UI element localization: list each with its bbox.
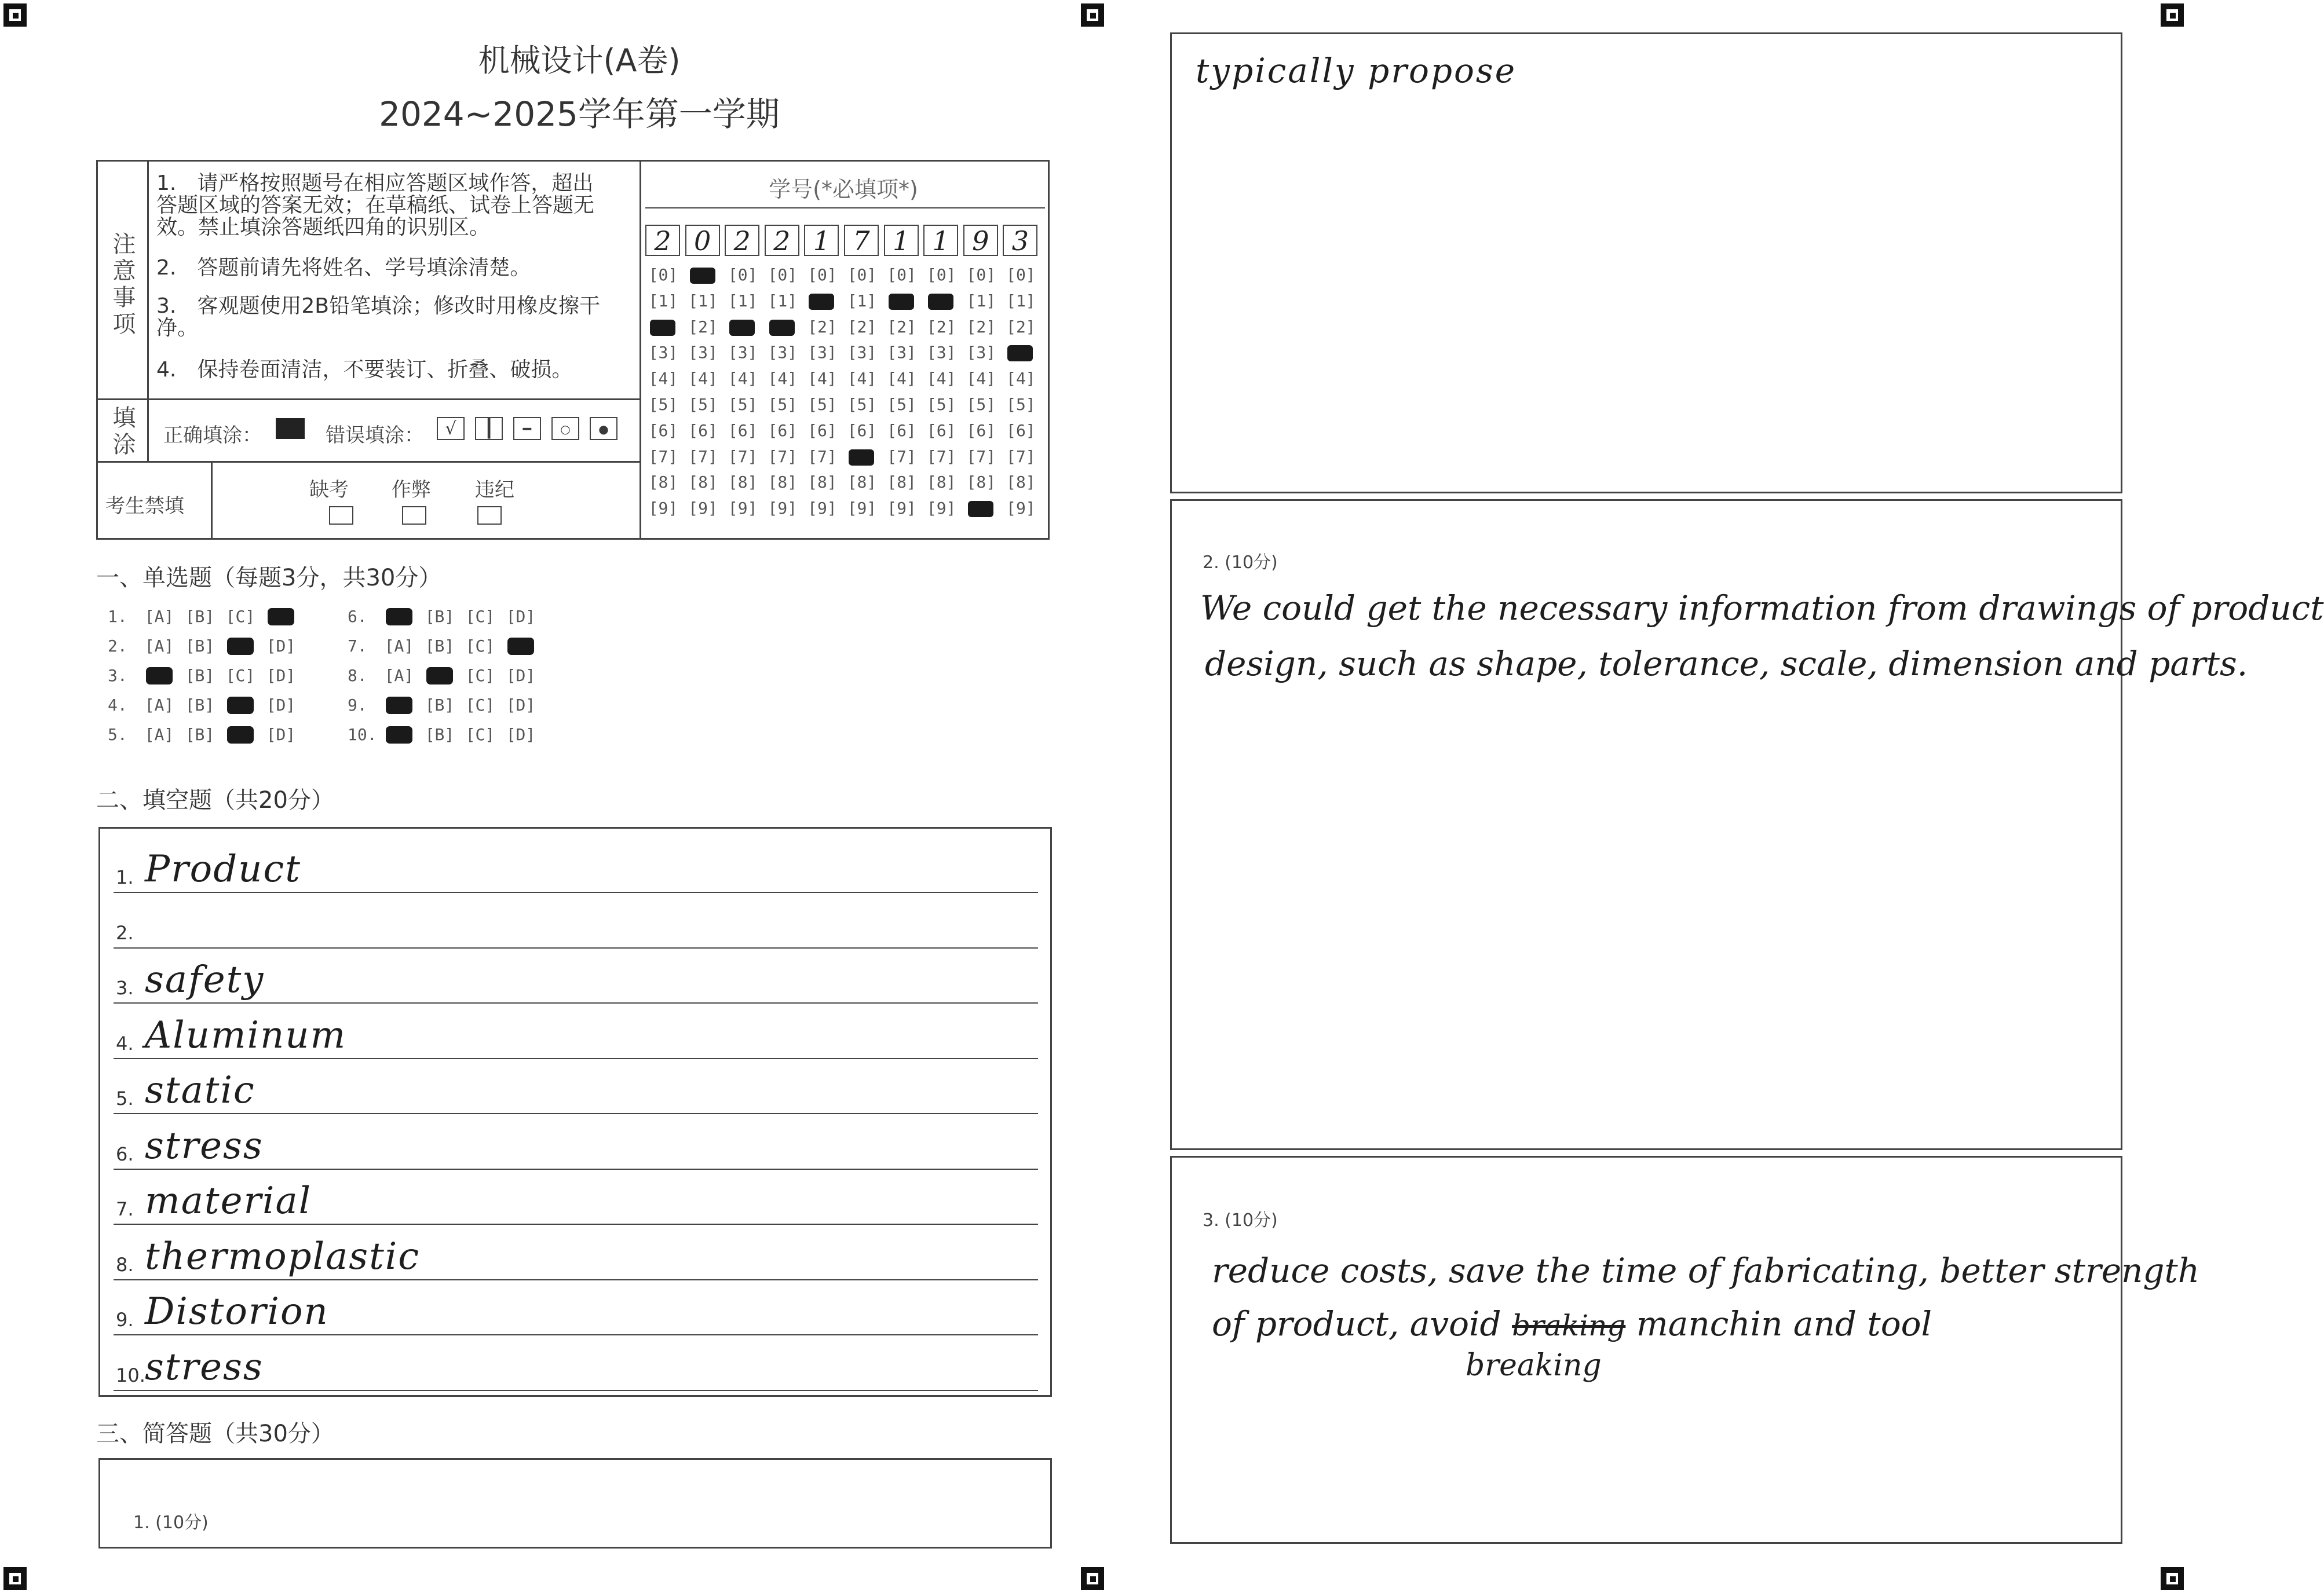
id-bubble-col10-6[interactable]: [6]	[1006, 420, 1036, 440]
mc-question-number: 8.	[348, 666, 367, 685]
id-bubble-col9-6[interactable]: [6]	[966, 420, 996, 440]
mc-question-number: 1.	[108, 607, 127, 626]
absent-checkbox[interactable]	[329, 506, 353, 525]
id-bubble-col10-7[interactable]: [7]	[1006, 446, 1036, 466]
mc-option-6-B[interactable]: [B]	[425, 607, 455, 626]
short-answer-q1-box	[98, 1458, 1052, 1549]
mc-option-8-B[interactable]	[421, 666, 459, 685]
student-id-digit-8[interactable]: 1	[923, 225, 958, 256]
id-bubble-col6-5[interactable]: [5]	[847, 395, 877, 414]
mc-option-10-D[interactable]: [D]	[506, 725, 536, 744]
fill-blank-answer[interactable]: Product	[145, 848, 301, 891]
id-bubble-col5-6[interactable]: [6]	[807, 420, 837, 440]
fill-blank-number: 4.	[116, 1032, 134, 1055]
student-id-digit-5[interactable]: 1	[804, 225, 839, 256]
fill-blank-number: 9.	[116, 1309, 134, 1331]
mc-option-9-B[interactable]: [B]	[425, 695, 455, 715]
fill-blank-answer[interactable]: safety	[145, 958, 265, 1001]
q2-answer-line-1: We could get the necessary information from drawings of product	[1200, 588, 2324, 628]
fill-blank-answer[interactable]: stress	[145, 1345, 264, 1389]
mc-option-3-D[interactable]: [D]	[266, 666, 296, 685]
id-bubble-col10-5[interactable]: [5]	[1006, 395, 1036, 414]
mc-option-8-D[interactable]: [D]	[506, 666, 536, 685]
id-bubble-col10-4[interactable]: [4]	[1006, 369, 1036, 389]
mc-option-1-B[interactable]: [B]	[185, 607, 215, 626]
mc-option-10-B[interactable]: [B]	[425, 725, 455, 744]
mc-option-6-A[interactable]	[380, 607, 418, 626]
id-bubble-col8-0[interactable]: [0]	[926, 265, 956, 284]
fill-blank-row[interactable]	[114, 1117, 1038, 1170]
mc-option-2-A[interactable]: [A]	[144, 636, 174, 656]
id-bubble-col5-9[interactable]: [9]	[807, 499, 837, 518]
fill-guide-label: 填涂	[109, 405, 136, 459]
corner-marker-bottom-right	[2161, 1567, 2184, 1590]
id-bubble-col6-7[interactable]	[844, 447, 880, 466]
mc-question-number: 9.	[348, 695, 367, 715]
id-bubble-col1-9[interactable]: [9]	[648, 499, 678, 518]
id-bubble-col4-1[interactable]: [1]	[768, 291, 798, 310]
q3-answer-line-2b: manchin and tool	[1636, 1304, 1932, 1344]
id-bubble-col5-3[interactable]: [3]	[807, 343, 837, 363]
id-bubble-col1-0[interactable]: [0]	[648, 265, 678, 284]
fill-blank-row[interactable]	[114, 1282, 1038, 1335]
id-bubble-col2-2[interactable]: [2]	[688, 317, 718, 336]
id-bubble-col9-8[interactable]: [8]	[966, 473, 996, 492]
id-bubble-col6-4[interactable]: [4]	[847, 369, 877, 389]
id-bubble-col9-7[interactable]: [7]	[966, 446, 996, 466]
id-bubble-col1-1[interactable]: [1]	[648, 291, 678, 310]
mc-option-4-B[interactable]: [B]	[185, 695, 215, 715]
id-bubble-col10-2[interactable]: [2]	[1006, 317, 1036, 336]
id-bubble-col7-5[interactable]: [5]	[887, 395, 916, 414]
id-bubble-col4-4[interactable]: [4]	[768, 369, 798, 389]
id-bubble-col8-3[interactable]: [3]	[926, 343, 956, 363]
mc-option-3-A[interactable]	[140, 666, 178, 685]
id-bubble-col5-0[interactable]: [0]	[807, 265, 837, 284]
id-bubble-col3-1[interactable]: [1]	[728, 291, 758, 310]
student-id-digit-10[interactable]: 3	[1003, 225, 1037, 256]
fill-blank-number: 3.	[116, 977, 134, 999]
fill-blank-row[interactable]	[114, 1172, 1038, 1225]
id-bubble-col10-9[interactable]: [9]	[1006, 499, 1036, 518]
id-bubble-col2-7[interactable]: [7]	[688, 446, 718, 466]
id-bubble-col1-3[interactable]: [3]	[648, 343, 678, 363]
student-id-digit-2[interactable]: 0	[685, 225, 720, 256]
mc-option-4-D[interactable]: [D]	[266, 695, 296, 715]
id-bubble-col3-7[interactable]: [7]	[728, 446, 758, 466]
mc-question-number: 6.	[348, 607, 367, 626]
id-bubble-col1-7[interactable]: [7]	[648, 446, 678, 466]
fill-blank-answer[interactable]: stress	[145, 1124, 264, 1167]
wrong-fill-samples	[437, 417, 628, 442]
corner-marker-top-left	[3, 3, 27, 27]
id-bubble-col3-3[interactable]: [3]	[728, 343, 758, 363]
id-bubble-col4-8[interactable]: [8]	[768, 473, 798, 492]
corner-marker-bottom-middle	[1081, 1567, 1104, 1590]
q3-answer-line-3: breaking	[1466, 1348, 1602, 1383]
fill-blank-number: 6.	[116, 1143, 134, 1165]
q1-continued-box	[1170, 32, 2122, 493]
q2-label: 2. (10分)	[1203, 552, 1278, 573]
wrong-mark-circle: ○	[551, 417, 579, 440]
examinee-label: 考生禁填	[105, 495, 184, 518]
wrong-mark-check: √	[437, 417, 465, 440]
mc-option-2-B[interactable]: [B]	[185, 636, 215, 656]
id-bubble-col1-8[interactable]: [8]	[648, 473, 678, 492]
mc-option-8-A[interactable]: [A]	[384, 666, 414, 685]
id-bubble-col1-6[interactable]: [6]	[648, 420, 678, 440]
id-bubble-col6-0[interactable]: [0]	[847, 265, 877, 284]
id-bubble-col8-9[interactable]: [9]	[926, 499, 956, 518]
fill-blank-row[interactable]	[114, 1338, 1038, 1391]
student-id-digit-3[interactable]: 2	[725, 225, 759, 256]
notice-label: 注意事项	[109, 232, 136, 338]
mc-option-8-C[interactable]: [C]	[465, 666, 495, 685]
mc-option-2-D[interactable]: [D]	[266, 636, 296, 656]
id-bubble-col2-1[interactable]: [1]	[688, 291, 718, 310]
q2-answer-line-2: design, such as shape, tolerance, scale, dimension and parts.	[1205, 644, 2248, 683]
id-bubble-col9-0[interactable]: [0]	[966, 265, 996, 284]
corner-marker-top-right	[2161, 3, 2184, 27]
fill-blank-number: 10.	[116, 1364, 145, 1386]
id-bubble-col7-4[interactable]: [4]	[887, 369, 916, 389]
id-bubble-col4-9[interactable]: [9]	[768, 499, 798, 518]
id-bubble-col6-6[interactable]: [6]	[847, 420, 877, 440]
id-bubble-col7-9[interactable]: [9]	[887, 499, 916, 518]
id-bubble-col1-2[interactable]	[645, 317, 681, 336]
fill-blank-answer[interactable]: thermoplastic	[145, 1235, 421, 1278]
id-bubble-col7-6[interactable]: [6]	[887, 420, 916, 440]
id-bubble-col4-7[interactable]: [7]	[768, 446, 798, 466]
fill-blank-number: 8.	[116, 1253, 134, 1276]
id-bubble-col6-3[interactable]: [3]	[847, 343, 877, 363]
id-bubble-col1-5[interactable]: [5]	[648, 395, 678, 414]
notice-item-2: 2. 答题前请先将姓名、学号填涂清楚。	[156, 256, 531, 280]
mc-option-4-C[interactable]	[221, 695, 260, 715]
mc-option-7-C[interactable]: [C]	[465, 636, 495, 656]
q1-label: 1. (10分)	[133, 1513, 209, 1533]
mc-option-7-D[interactable]	[502, 636, 540, 656]
id-bubble-col4-0[interactable]: [0]	[768, 265, 798, 284]
page-title: 机械设计(A卷)	[478, 42, 681, 79]
fill-blank-row[interactable]	[114, 1006, 1038, 1059]
id-bubble-col4-6[interactable]: [6]	[768, 420, 798, 440]
id-bubble-col7-3[interactable]: [3]	[887, 343, 916, 363]
student-id-digit-4[interactable]: 2	[765, 225, 799, 256]
id-bubble-col8-6[interactable]: [6]	[926, 420, 956, 440]
id-bubble-col9-2[interactable]: [2]	[966, 317, 996, 336]
id-bubble-col2-5[interactable]: [5]	[688, 395, 718, 414]
id-bubble-col10-8[interactable]: [8]	[1006, 473, 1036, 492]
fill-blank-row[interactable]	[114, 895, 1038, 949]
id-bubble-col7-7[interactable]: [7]	[887, 446, 916, 466]
id-bubble-col5-1[interactable]	[804, 291, 840, 310]
id-bubble-col5-2[interactable]: [2]	[807, 317, 837, 336]
id-bubble-col4-3[interactable]: [3]	[768, 343, 798, 363]
id-bubble-col8-1[interactable]	[923, 291, 959, 310]
mc-option-10-C[interactable]: [C]	[465, 725, 495, 744]
id-bubble-col1-4[interactable]: [4]	[648, 369, 678, 389]
id-bubble-col5-7[interactable]: [7]	[807, 446, 837, 466]
wrong-fill-label: 错误填涂：	[326, 424, 424, 447]
id-bubble-col8-7[interactable]: [7]	[926, 446, 956, 466]
q3-answer-line-2a: of product, avoid	[1212, 1304, 1501, 1344]
violation-checkbox[interactable]	[477, 506, 502, 525]
id-bubble-col5-5[interactable]: [5]	[807, 395, 837, 414]
mc-option-5-D[interactable]: [D]	[266, 725, 296, 744]
notice-item-3: 3. 客观题使用2B铅笔填涂；修改时用橡皮擦干净。	[156, 294, 600, 340]
fill-blank-answer[interactable]: material	[145, 1180, 312, 1222]
mc-option-5-A[interactable]: [A]	[144, 725, 174, 744]
id-bubble-col6-1[interactable]: [1]	[847, 291, 877, 310]
id-bubble-col2-9[interactable]: [9]	[688, 499, 718, 518]
section3-title: 三、简答题（共30分）	[96, 1421, 334, 1447]
mc-option-10-A[interactable]	[380, 725, 418, 744]
fill-blank-number: 1.	[116, 866, 134, 888]
id-bubble-col2-0[interactable]	[685, 265, 721, 284]
mc-question-number: 4.	[108, 695, 127, 715]
mc-question-number: 5.	[108, 725, 127, 744]
cheat-label: 作弊	[392, 478, 431, 502]
mc-option-6-D[interactable]: [D]	[506, 607, 536, 626]
id-bubble-col4-2[interactable]	[765, 317, 801, 336]
mc-option-9-D[interactable]: [D]	[506, 695, 536, 715]
id-bubble-col6-2[interactable]: [2]	[847, 317, 877, 336]
id-bubble-col9-3[interactable]: [3]	[966, 343, 996, 363]
id-bubble-col8-5[interactable]: [5]	[926, 395, 956, 414]
id-bubble-col8-8[interactable]: [8]	[926, 473, 956, 492]
id-bubble-col7-8[interactable]: [8]	[887, 473, 916, 492]
id-bubble-col7-0[interactable]: [0]	[887, 265, 916, 284]
id-bubble-col3-4[interactable]: [4]	[728, 369, 758, 389]
student-id-digit-7[interactable]: 1	[884, 225, 919, 256]
student-id-digit-1[interactable]: 2	[645, 225, 680, 256]
id-bubble-col10-1[interactable]: [1]	[1006, 291, 1036, 310]
q1-continued-answer: typically propose	[1196, 51, 1517, 90]
wrong-mark-dash: ━	[513, 417, 541, 440]
q3-box	[1170, 1156, 2122, 1544]
mc-option-5-B[interactable]: [B]	[185, 725, 215, 744]
student-id-digit-6[interactable]: 7	[844, 225, 879, 256]
id-bubble-col5-4[interactable]: [4]	[807, 369, 837, 389]
notice-item-4: 4. 保持卷面清洁，不要装订、折叠、破损。	[156, 358, 573, 382]
id-bubble-col3-0[interactable]: [0]	[728, 265, 758, 284]
id-bubble-col8-2[interactable]: [2]	[926, 317, 956, 336]
mc-option-3-C[interactable]: [C]	[225, 666, 255, 685]
fill-blank-number: 5.	[116, 1088, 134, 1110]
fill-blank-number: 2.	[116, 921, 134, 944]
id-bubble-col7-2[interactable]: [2]	[887, 317, 916, 336]
mc-question-number: 10.	[348, 725, 377, 744]
id-bubble-col2-4[interactable]: [4]	[688, 369, 718, 389]
id-bubble-col6-9[interactable]: [9]	[847, 499, 877, 518]
fill-blank-number: 7.	[116, 1198, 134, 1220]
mc-option-6-C[interactable]: [C]	[465, 607, 495, 626]
mc-option-7-A[interactable]: [A]	[384, 636, 414, 656]
mc-option-9-C[interactable]: [C]	[465, 695, 495, 715]
id-bubble-col3-9[interactable]: [9]	[728, 499, 758, 518]
mc-question-number: 2.	[108, 636, 127, 656]
id-bubble-col8-4[interactable]: [4]	[926, 369, 956, 389]
id-bubble-col3-2[interactable]	[725, 317, 761, 336]
id-bubble-col7-1[interactable]	[884, 291, 920, 310]
id-bubble-col10-0[interactable]: [0]	[1006, 265, 1036, 284]
mc-option-9-A[interactable]	[380, 695, 418, 715]
fill-blank-answer[interactable]: Distorion	[145, 1290, 329, 1333]
notice-item-1: 1. 请严格按照题号在相应答题区域作答，超出答题区域的答案无效；在草稿纸、试卷上答题无效。禁止填涂答题纸四角的识别区。	[156, 171, 595, 239]
mc-option-7-B[interactable]: [B]	[425, 636, 455, 656]
student-id-digit-9[interactable]: 9	[963, 225, 998, 256]
cheat-checkbox[interactable]	[402, 506, 426, 525]
page-subtitle: 2024~2025学年第一学期	[379, 94, 780, 134]
fill-blank-row[interactable]	[114, 1227, 1038, 1280]
q3-label: 3. (10分)	[1203, 1210, 1278, 1231]
student-id-label: 学号(*必填项*)	[769, 177, 918, 202]
wrong-mark-vertical: ┃	[475, 417, 503, 440]
id-bubble-col9-9[interactable]	[963, 499, 999, 518]
id-bubble-col4-5[interactable]: [5]	[768, 395, 798, 414]
absent-label: 缺考	[309, 478, 349, 502]
id-bubble-col6-8[interactable]: [8]	[847, 473, 877, 492]
mc-option-3-B[interactable]: [B]	[185, 666, 215, 685]
id-bubble-col9-4[interactable]: [4]	[966, 369, 996, 389]
correct-fill-label: 正确填涂：	[163, 424, 262, 447]
mc-option-1-C[interactable]: [C]	[225, 607, 255, 626]
id-bubble-col2-6[interactable]: [6]	[688, 420, 718, 440]
mc-option-1-D[interactable]	[262, 607, 300, 626]
q3-struck-word: braking	[1512, 1309, 1626, 1342]
fill-blank-row[interactable]	[114, 950, 1038, 1004]
mc-question-number: 7.	[348, 636, 367, 656]
violation-label: 违纪	[475, 478, 514, 502]
id-bubble-col9-5[interactable]: [5]	[966, 395, 996, 414]
corner-marker-bottom-left	[3, 1567, 27, 1590]
fill-blank-answer[interactable]: Aluminum	[145, 1013, 347, 1057]
wrong-mark-dot: ●	[590, 417, 617, 440]
fill-blank-row[interactable]	[114, 840, 1038, 893]
id-bubble-col9-1[interactable]: [1]	[966, 291, 996, 310]
mc-question-number: 3.	[108, 666, 127, 685]
section2-title: 二、填空题（共20分）	[96, 787, 334, 814]
id-bubble-col2-8[interactable]: [8]	[688, 473, 718, 492]
q3-answer-line-2	[1212, 1304, 1932, 1344]
mc-option-2-C[interactable]	[221, 636, 260, 656]
id-bubble-col3-6[interactable]: [6]	[728, 420, 758, 440]
id-bubble-col5-8[interactable]: [8]	[807, 473, 837, 492]
mc-option-1-A[interactable]: [A]	[144, 607, 174, 626]
id-bubble-col10-3[interactable]	[1003, 343, 1039, 362]
correct-fill-sample	[276, 418, 305, 439]
fill-blank-answer[interactable]: static	[145, 1069, 255, 1112]
id-bubble-col3-8[interactable]: [8]	[728, 473, 758, 492]
section1-title: 一、单选题（每题3分，共30分）	[96, 565, 442, 591]
mc-option-5-C[interactable]	[221, 725, 260, 744]
mc-option-4-A[interactable]: [A]	[144, 695, 174, 715]
q3-answer-line-1: reduce costs, save the time of fabricating, better strength	[1212, 1251, 2200, 1290]
id-bubble-col2-3[interactable]: [3]	[688, 343, 718, 363]
id-bubble-col3-5[interactable]: [5]	[728, 395, 758, 414]
corner-marker-top-middle	[1081, 3, 1104, 27]
fill-blank-row[interactable]	[114, 1061, 1038, 1114]
